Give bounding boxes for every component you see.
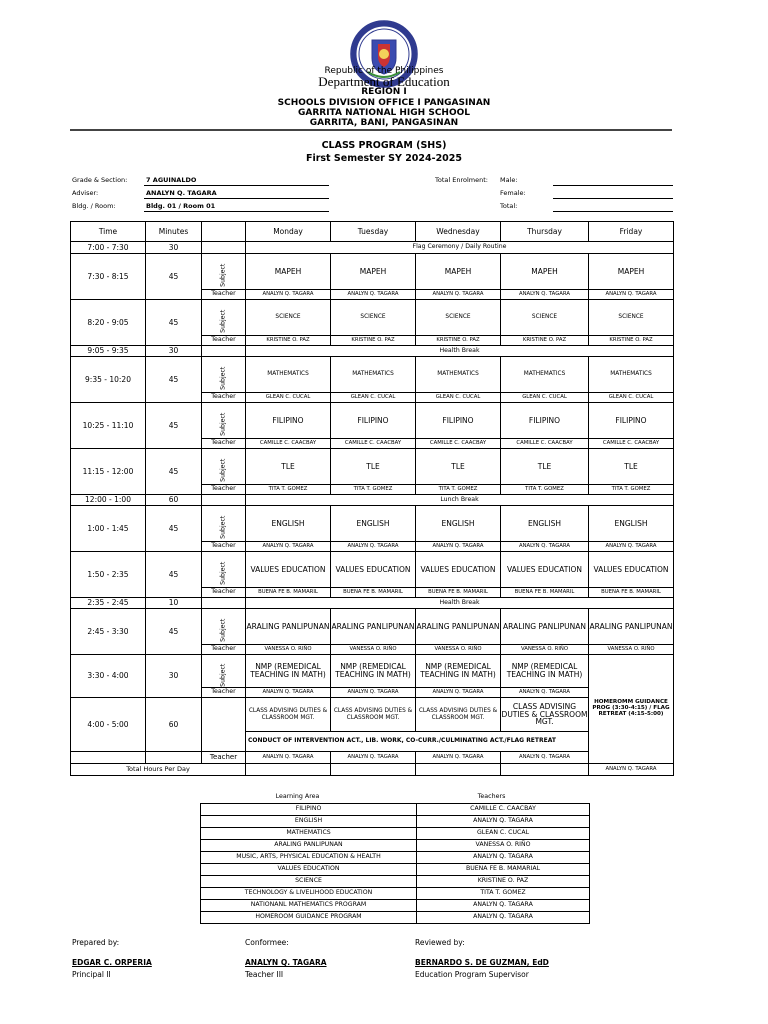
subject-cell: ENGLISH — [416, 506, 501, 542]
blank-cell — [202, 598, 246, 609]
teacher-label: Teacher — [202, 439, 246, 449]
friday-homeroom-cell: HOMEROMM GUIDANCE PROG (3:30-4:15) / FLAG RETREAT (4:15-5:00) — [589, 655, 674, 764]
banner-row — [71, 598, 674, 609]
subject-cell: ENGLISH — [246, 506, 331, 542]
bldg-label: Bldg. / Room: — [72, 202, 116, 210]
minutes-cell: 45 — [146, 552, 202, 598]
subject-row — [71, 552, 674, 588]
subject-cell: ARALING PANLIPUNAN — [416, 609, 501, 645]
region-line: REGION I — [361, 87, 407, 97]
minutes-cell: 45 — [146, 403, 202, 449]
subject-cell: CLASS ADVISING DUTIES & CLASSROOM MGT. — [246, 698, 331, 732]
learning-area-row — [201, 876, 590, 888]
subject-label: Subject — [219, 561, 227, 585]
teacher-label: Teacher — [202, 752, 246, 764]
department-line: Department of Education — [318, 74, 450, 89]
subject-label: Subject — [219, 263, 227, 287]
blank-cell — [202, 346, 246, 357]
table-header-row — [71, 222, 674, 242]
subject-cell: MAPEH — [501, 254, 589, 290]
bldg-value: Bldg. 01 / Room 01 — [146, 202, 216, 210]
header-thursday: Thursday — [501, 222, 589, 242]
subject-cell: NMP (REMEDICAL TEACHING IN MATH) — [416, 655, 501, 688]
teacher-cell: BUENA FE B. MAMARIL — [331, 588, 416, 598]
blank-cell — [202, 495, 246, 506]
subject-cell: MATHEMATICS — [416, 357, 501, 393]
teacher-cell: GLEAN C. CUCAL — [246, 393, 331, 403]
prepared-by-title: Principal II — [72, 970, 111, 979]
subject-cell: ENGLISH — [589, 506, 674, 542]
subject-cell: VALUES EDUCATION — [501, 552, 589, 588]
subject-cell: CLASS ADVISING DUTIES & CLASSROOM MGT. — [416, 698, 501, 732]
area-cell: FILIPINO — [201, 804, 417, 816]
conforme-label: Conformee: — [245, 938, 289, 947]
teacher-label: Teacher — [202, 645, 246, 655]
area-cell: VALUES EDUCATION — [201, 864, 417, 876]
learning-area-row — [201, 840, 590, 852]
subject-label-cell — [202, 609, 246, 645]
republic-line: Republic of the Philippines — [324, 66, 444, 76]
teacher-cell: ANALYN Q. TAGARA — [331, 290, 416, 300]
teacher-cell: TITA T. GOMEZ — [501, 485, 589, 495]
time-cell: 3:30 - 4:00 — [71, 655, 146, 698]
minutes-cell: 45 — [146, 449, 202, 495]
teacher-cell: TITA T. GOMEZ — [246, 485, 331, 495]
time-cell: 1:00 - 1:45 — [71, 506, 146, 552]
subject-cell: TLE — [501, 449, 589, 485]
subject-label-cell — [202, 506, 246, 542]
subject-cell: MAPEH — [331, 254, 416, 290]
header-wednesday: Wednesday — [416, 222, 501, 242]
subject-row — [71, 449, 674, 485]
subject-cell: NMP (REMEDICAL TEACHING IN MATH) — [246, 655, 331, 688]
area-cell: MATHEMATICS — [201, 828, 417, 840]
teacher-cell: KRISTINE O. PAZ — [417, 876, 590, 888]
enrolment-label: Total Enrolment: — [435, 176, 488, 184]
teacher-label: Teacher — [202, 688, 246, 698]
subject-label: Subject — [219, 412, 227, 436]
teacher-row — [71, 752, 674, 764]
conforme-title: Teacher III — [245, 970, 284, 979]
header-friday: Friday — [589, 222, 674, 242]
area-cell: MUSIC, ARTS, PHYSICAL EDUCATION & HEALTH — [201, 852, 417, 864]
header-blank — [202, 222, 246, 242]
area-cell: ENGLISH — [201, 816, 417, 828]
subject-cell: SCIENCE — [501, 300, 589, 336]
teacher-cell: VANESSA O. RIÑO — [331, 645, 416, 655]
time-cell: 2:35 - 2:45 — [71, 598, 146, 609]
blank-cell — [146, 752, 202, 764]
subject-row — [71, 506, 674, 542]
bldg-underline — [144, 211, 329, 212]
teacher-cell: BUENA FE B. MAMARIAL — [417, 864, 590, 876]
subject-row — [71, 254, 674, 290]
teacher-cell: ANALYN Q. TAGARA — [331, 542, 416, 552]
teacher-cell: ANALYN Q. TAGARA — [331, 752, 416, 764]
subject-cell: TLE — [416, 449, 501, 485]
teacher-cell: ANALYN Q. TAGARA — [501, 752, 589, 764]
teacher-cell: GLEAN C. CUCAL — [589, 393, 674, 403]
time-cell: 7:00 - 7:30 — [71, 242, 146, 254]
banner-text: Health Break — [246, 346, 674, 357]
area-cell: HOMEROOM GUIDANCE PROGRAM — [201, 912, 417, 924]
subject-cell: VALUES EDUCATION — [589, 552, 674, 588]
subject-cell: VALUES EDUCATION — [416, 552, 501, 588]
subject-cell: SCIENCE — [331, 300, 416, 336]
learning-area-header: Learning Area — [275, 793, 320, 800]
school-address: GARRITA, BANI, PANGASINAN — [309, 118, 459, 128]
subject-cell: SCIENCE — [416, 300, 501, 336]
teacher-cell: VANESSA O. RIÑO — [589, 645, 674, 655]
division-line: SCHOOLS DIVISION OFFICE I PANGASINAN — [277, 98, 491, 108]
subject-row — [71, 609, 674, 645]
minutes-cell: 45 — [146, 300, 202, 346]
subject-label-cell — [202, 449, 246, 485]
program-title: CLASS PROGRAM (SHS) — [321, 140, 447, 151]
time-cell: 1:50 - 2:35 — [71, 552, 146, 598]
teacher-cell: ANALYN Q. TAGARA — [589, 542, 674, 552]
subject-cell: ARALING PANLIPUNAN — [331, 609, 416, 645]
header-minutes: Minutes — [146, 222, 202, 242]
banner-text: Health Break — [246, 598, 674, 609]
teacher-cell: CAMILLE C. CAACBAY — [246, 439, 331, 449]
teacher-cell: VANESSA O. RIÑO — [416, 645, 501, 655]
subject-cell: NMP (REMEDICAL TEACHING IN MATH) — [501, 655, 589, 688]
subject-label: Subject — [219, 663, 227, 687]
subject-cell: VALUES EDUCATION — [246, 552, 331, 588]
subject-label-cell — [202, 552, 246, 588]
minutes-cell: 30 — [146, 346, 202, 357]
header-time: Time — [71, 222, 146, 242]
teacher-cell: BUENA FE B. MAMARIL — [416, 588, 501, 598]
banner-text: Flag Ceremony / Daily Routine — [246, 242, 674, 254]
subject-cell: FILIPINO — [416, 403, 501, 439]
teacher-cell: TITA T. GOMEZ — [589, 485, 674, 495]
time-cell: 8:20 - 9:05 — [71, 300, 146, 346]
time-cell: 9:05 - 9:35 — [71, 346, 146, 357]
area-cell: SCIENCE — [201, 876, 417, 888]
learning-area-row — [201, 852, 590, 864]
area-cell: ARALING PANLIPUNAN — [201, 840, 417, 852]
subject-cell: FILIPINO — [246, 403, 331, 439]
learning-area-row — [201, 900, 590, 912]
subject-label: Subject — [219, 458, 227, 482]
subject-cell: FILIPINO — [331, 403, 416, 439]
teacher-cell: ANALYN Q. TAGARA — [246, 542, 331, 552]
time-cell: 9:35 - 10:20 — [71, 357, 146, 403]
time-cell: 4:00 - 5:00 — [71, 698, 146, 752]
subject-row — [71, 655, 674, 688]
subject-cell: MATHEMATICS — [501, 357, 589, 393]
subject-cell: SCIENCE — [589, 300, 674, 336]
learning-area-row — [201, 864, 590, 876]
teacher-cell: TITA T. GOMEZ — [331, 485, 416, 495]
subject-row — [71, 698, 674, 732]
male-underline — [553, 185, 673, 186]
subject-cell: CLASS ADVISING DUTIES & CLASSROOM MGT. — [501, 698, 589, 732]
blank-cell — [246, 764, 331, 776]
teacher-cell: BUENA FE B. MAMARIL — [589, 588, 674, 598]
female-underline — [553, 198, 673, 199]
subject-cell: MAPEH — [589, 254, 674, 290]
total-underline — [553, 211, 673, 212]
teacher-cell: ANALYN Q. TAGARA — [589, 290, 674, 300]
conforme-name: ANALYN Q. TAGARA — [245, 958, 327, 967]
learning-area-row — [201, 888, 590, 900]
subject-cell: MATHEMATICS — [246, 357, 331, 393]
teacher-cell: KRISTINE O. PAZ — [416, 336, 501, 346]
area-cell: TECHNOLOGY & LIVELIHOOD EDUCATION — [201, 888, 417, 900]
blank-cell — [202, 698, 246, 752]
subject-cell: MAPEH — [416, 254, 501, 290]
subject-cell: ARALING PANLIPUNAN — [589, 609, 674, 645]
teacher-cell: ANALYN Q. TAGARA — [246, 752, 331, 764]
teacher-cell: ANALYN Q. TAGARA — [417, 852, 590, 864]
time-cell: 2:45 - 3:30 — [71, 609, 146, 655]
teachers-header: Teachers — [477, 793, 506, 800]
teacher-cell: GLEAN C. CUCAL — [331, 393, 416, 403]
subject-cell: MATHEMATICS — [589, 357, 674, 393]
blank-cell — [501, 764, 589, 776]
prepared-by-name: EDGAR C. ORPERIA — [72, 958, 152, 967]
teacher-cell: VANESSA O. RIÑO — [246, 645, 331, 655]
teacher-cell: CAMILLE C. CAACBAY — [589, 439, 674, 449]
semester-title: First Semester SY 2024-2025 — [305, 153, 463, 164]
teacher-cell: GLEAN C. CUCAL — [416, 393, 501, 403]
grade-label: Grade & Section: — [72, 176, 128, 184]
minutes-cell: 30 — [146, 242, 202, 254]
subject-cell: TLE — [331, 449, 416, 485]
adviser-label: Adviser: — [72, 189, 99, 197]
teacher-label: Teacher — [202, 336, 246, 346]
subject-cell: CLASS ADVISING DUTIES & CLASSROOM MGT. — [331, 698, 416, 732]
teacher-label: Teacher — [202, 588, 246, 598]
teacher-cell: ANALYN Q. TAGARA — [416, 290, 501, 300]
subject-label-cell — [202, 655, 246, 688]
class-schedule-table — [70, 221, 674, 776]
teacher-cell: ANALYN Q. TAGARA — [246, 688, 331, 698]
teacher-cell: KRISTINE O. PAZ — [246, 336, 331, 346]
teacher-label: Teacher — [202, 393, 246, 403]
minutes-cell: 45 — [146, 506, 202, 552]
learning-area-row — [201, 804, 590, 816]
teacher-cell: ANALYN Q. TAGARA — [416, 688, 501, 698]
teacher-cell: CAMILLE C. CAACBAY — [331, 439, 416, 449]
blank-cell — [331, 764, 416, 776]
time-cell: 10:25 - 11:10 — [71, 403, 146, 449]
teacher-cell: TITA T. GOMEZ — [416, 485, 501, 495]
subject-cell: MAPEH — [246, 254, 331, 290]
blank-cell — [416, 764, 501, 776]
subject-cell: ARALING PANLIPUNAN — [246, 609, 331, 645]
subject-label: Subject — [219, 618, 227, 642]
teacher-cell: ANALYN Q. TAGARA — [416, 752, 501, 764]
school-name: GARRITA NATIONAL HIGH SCHOOL — [298, 108, 470, 118]
teacher-cell: VANESSA O. RIÑO — [417, 840, 590, 852]
adviser-value: ANALYN Q. TAGARA — [146, 189, 217, 197]
male-label: Male: — [500, 176, 518, 184]
subject-cell: SCIENCE — [246, 300, 331, 336]
teacher-cell: GLEAN C. CUCAL — [501, 393, 589, 403]
adviser-underline — [144, 198, 329, 199]
teacher-cell: CAMILLE C. CAACBAY — [416, 439, 501, 449]
teacher-label: Teacher — [202, 542, 246, 552]
subject-row — [71, 300, 674, 336]
minutes-cell: 60 — [146, 698, 202, 752]
learning-area-row — [201, 912, 590, 924]
subject-label-cell — [202, 403, 246, 439]
blank-cell — [71, 752, 146, 764]
teacher-cell: KRISTINE O. PAZ — [501, 336, 589, 346]
grade-value: 7 AGUINALDO — [146, 176, 197, 184]
minutes-cell: 10 — [146, 598, 202, 609]
teacher-cell: ANALYN Q. TAGARA — [331, 688, 416, 698]
subject-cell: NMP (REMEDICAL TEACHING IN MATH) — [331, 655, 416, 688]
subject-cell: MATHEMATICS — [331, 357, 416, 393]
teacher-cell: CAMILLE C. CAACBAY — [417, 804, 590, 816]
teacher-cell: ANALYN Q. TAGARA — [501, 542, 589, 552]
subject-cell: ENGLISH — [331, 506, 416, 542]
minutes-cell: 60 — [146, 495, 202, 506]
teacher-cell: ANALYN Q. TAGARA — [416, 542, 501, 552]
teacher-cell: VANESSA O. RIÑO — [501, 645, 589, 655]
subject-cell: TLE — [246, 449, 331, 485]
teacher-cell: ANALYN Q. TAGARA — [501, 688, 589, 698]
teacher-cell: ANALYN Q. TAGARA — [417, 900, 590, 912]
minutes-cell: 30 — [146, 655, 202, 698]
teacher-cell: ANALYN Q. TAGARA — [417, 912, 590, 924]
learning-area-row — [201, 816, 590, 828]
learning-area-table — [200, 803, 590, 924]
subject-cell: ENGLISH — [501, 506, 589, 542]
header-monday: Monday — [246, 222, 331, 242]
teacher-cell: ANALYN Q. TAGARA — [589, 764, 674, 776]
banner-text: Lunch Break — [246, 495, 674, 506]
subject-cell: VALUES EDUCATION — [331, 552, 416, 588]
grade-underline — [144, 185, 329, 186]
minutes-cell: 45 — [146, 254, 202, 300]
subject-label: Subject — [219, 366, 227, 390]
teacher-cell: CAMILLE C. CAACBAY — [501, 439, 589, 449]
subject-label-cell — [202, 300, 246, 336]
learning-area-row — [201, 828, 590, 840]
teacher-label: Teacher — [202, 485, 246, 495]
subject-label-cell — [202, 357, 246, 393]
time-cell: 7:30 - 8:15 — [71, 254, 146, 300]
banner-row — [71, 242, 674, 254]
reviewed-by-name: BERNARDO S. DE GUZMAN, EdD — [415, 958, 549, 967]
minutes-cell: 45 — [146, 609, 202, 655]
female-label: Female: — [500, 189, 526, 197]
time-cell: 11:15 - 12:00 — [71, 449, 146, 495]
teacher-cell: BUENA FE B. MAMARIL — [501, 588, 589, 598]
teacher-cell: KRISTINE O. PAZ — [331, 336, 416, 346]
subject-cell: ARALING PANLIPUNAN — [501, 609, 589, 645]
teacher-cell: GLEAN C. CUCAL — [417, 828, 590, 840]
subject-row — [71, 357, 674, 393]
teacher-cell: ANALYN Q. TAGARA — [246, 290, 331, 300]
header-divider — [70, 129, 672, 131]
prepared-by-label: Prepared by: — [72, 938, 120, 947]
reviewed-by-label: Reviewed by: — [415, 938, 465, 947]
area-cell: NATIONANL MATHEMATICS PROGRAM — [201, 900, 417, 912]
teacher-cell: TITA T. GOMEZ — [417, 888, 590, 900]
subject-label: Subject — [219, 309, 227, 333]
banner-row — [71, 346, 674, 357]
teacher-label: Teacher — [202, 290, 246, 300]
teacher-cell: KRISTINE O. PAZ — [589, 336, 674, 346]
subject-cell: FILIPINO — [501, 403, 589, 439]
conduct-cell: CONDUCT OF INTERVENTION ACT., LIB. WORK, CO-CURR./CULMINATING ACT./FLAG RETREAT — [246, 732, 589, 752]
blank-cell — [202, 242, 246, 254]
banner-row — [71, 495, 674, 506]
subject-row — [71, 403, 674, 439]
minutes-cell: 45 — [146, 357, 202, 403]
total-label: Total: — [500, 202, 518, 210]
time-cell: 12:00 - 1:00 — [71, 495, 146, 506]
total-hours-label: Total Hours Per Day — [71, 764, 246, 776]
subject-label-cell — [202, 254, 246, 290]
header-tuesday: Tuesday — [331, 222, 416, 242]
teacher-cell: BUENA FE B. MAMARIL — [246, 588, 331, 598]
teacher-cell: ANALYN Q. TAGARA — [501, 290, 589, 300]
subject-cell: FILIPINO — [589, 403, 674, 439]
total-hours-row — [71, 764, 674, 776]
subject-cell: TLE — [589, 449, 674, 485]
subject-label: Subject — [219, 515, 227, 539]
reviewed-by-title: Education Program Supervisor — [415, 970, 529, 979]
teacher-cell: ANALYN Q. TAGARA — [417, 816, 590, 828]
